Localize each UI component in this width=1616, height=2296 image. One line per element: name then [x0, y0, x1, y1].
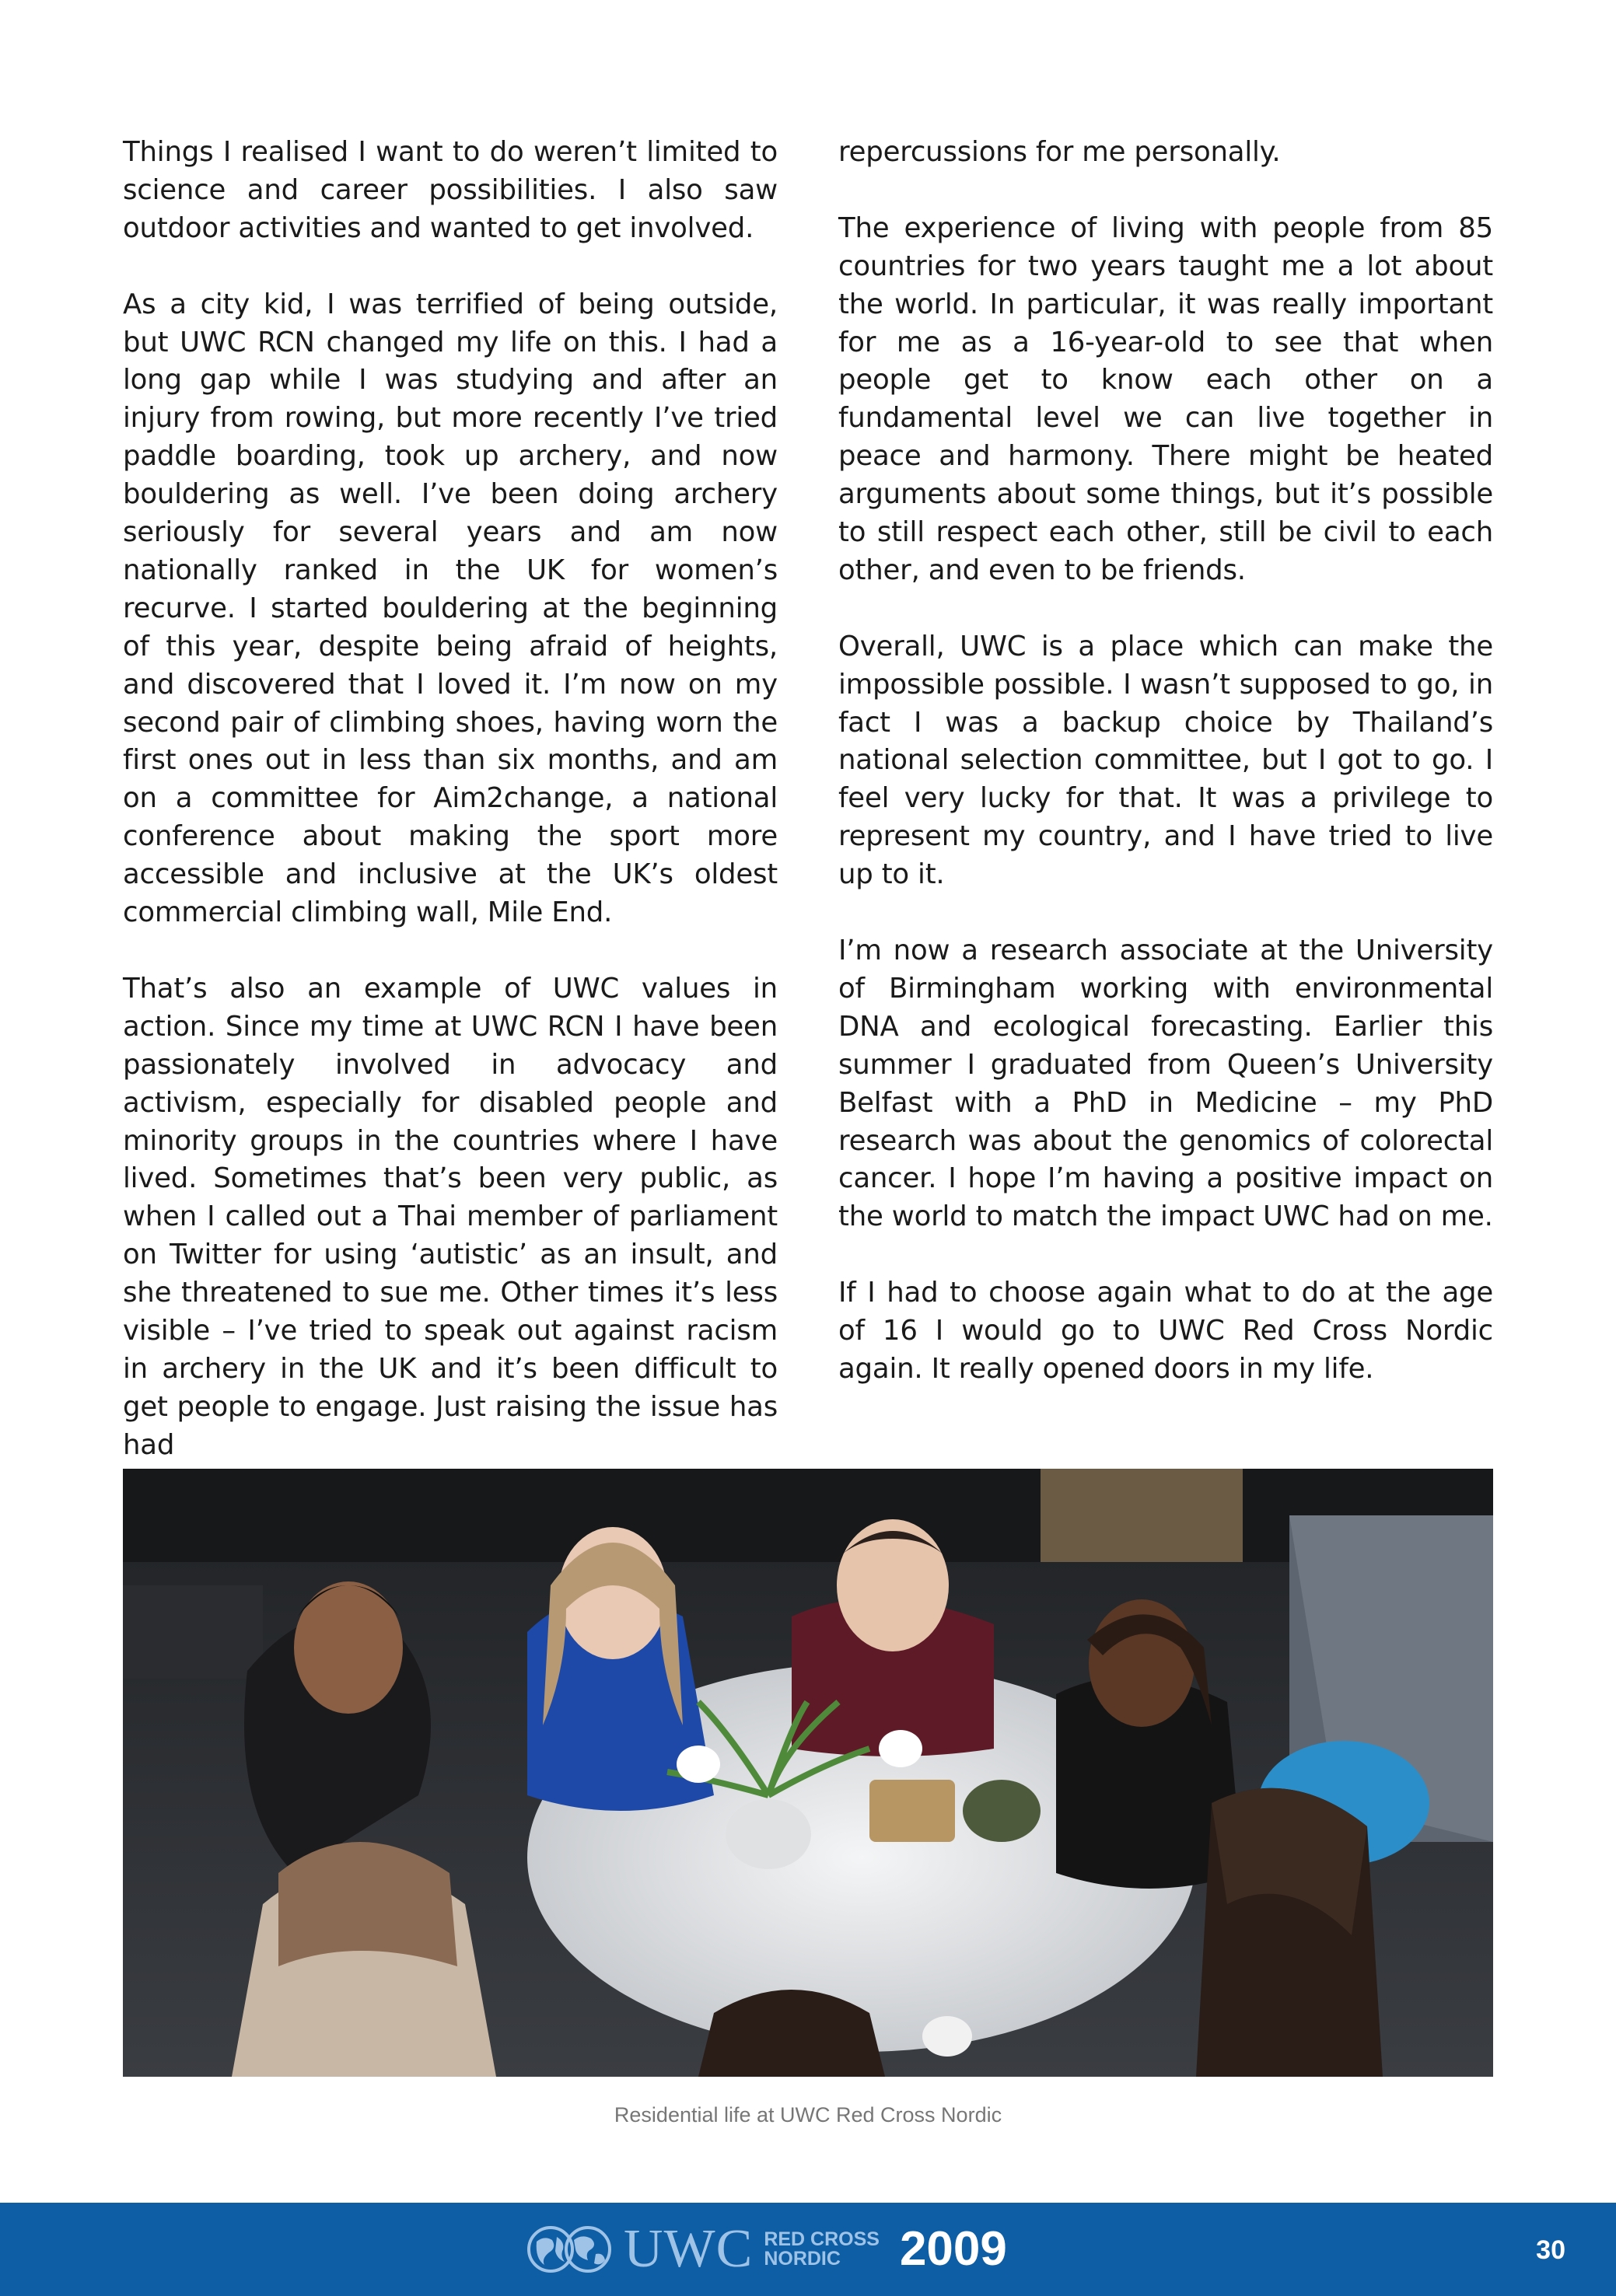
graduation-year: 2009 — [899, 2222, 1007, 2276]
page-number: 30 — [1536, 2235, 1565, 2265]
photo-illustration — [123, 1469, 1493, 2077]
paragraph: The experience of living with people from 85 countries for two years taught me a lot about the world. In particular, it was really important for me as a 16-year-old to see that when people get to know each other on a fundamental level we can live together in peace and harmony. There might be heated arguments about some things, but it’s possible to still respect each other, still be civil to each other, and even to be friends. — [838, 211, 1493, 586]
globe-icon — [526, 2224, 622, 2274]
article-body — [123, 134, 1493, 1465]
paragraph: Overall, UWC is a place which can make the impossible possible. I wasn’t supposed to go, in fact I was a backup choice by Thailand’s national selection committee, but I got to go. I feel very lucky for that. It was a privilege to represent my country, and I have tried to live up to it. — [838, 630, 1493, 891]
paragraph: If I had to choose again what to do at the age of 16 I would go to UWC Red Cross Nordic again. It really opened doors in my life. — [838, 1277, 1493, 1385]
brand-subtitle-line2: NORDIC — [764, 2248, 841, 2270]
uwc-logo — [526, 2220, 1007, 2279]
photo-caption: Residential life at UWC Red Cross Nordic — [614, 2103, 1002, 2127]
paragraph: As a city kid, I was terrified of being outside, but UWC RCN changed my life on this. I had a long gap while I was studying and after an injury from rowing, but more recently I’ve tried paddle boarding, took up archery, and now bouldering as well. I’ve been doing archery seriously for several years and am now nationally ranked in the UK for women’s recurve. I started bouldering at the beginning of this year, despite being afraid of heights, and discovered that I loved it. I’m now on my second pair of climbing shoes, having worn the first ones out in less than six months, and am on a committee for Aim2change, a national conference about making the sport more accessible and inclusive at the UK’s oldest commercial climbing wall, Mile End. — [123, 288, 778, 929]
paragraph: I’m now a research associate at the University of Birmingham working with environmental DNA and ecological forecasting. Earlier this summer I graduated from Queen’s University Belfast with a PhD in Medicine – my PhD research was about the genomics of colorectal cancer. I hope I’m having a positive impact on the world to match the impact UWC had on me. — [838, 934, 1493, 1233]
group-photo — [123, 1469, 1493, 2077]
left-column — [123, 134, 778, 1465]
paragraph: That’s also an example of UWC values in action. Since my time at UWC RCN I have been passionately involved in advocacy and activism, especially for disabled people and minority groups in the countries where I have lived. Sometimes that’s been very public, as when I called out a Thai member of parliament on Twitter for using ‘autistic’ as an insult, and she threatened to sue me. Other times it’s less visible – I’ve tried to speak out against racism in archery in the UK and it’s been difficult to get people to engage. Just raising the issue has had — [123, 972, 778, 1461]
paragraph: Things I realised I want to do weren’t limited to science and career possibilities. I also saw outdoor activities and wanted to get involved. — [123, 136, 778, 244]
brand-subtitle — [764, 2230, 880, 2269]
footer-bar — [0, 2203, 1616, 2296]
paragraph: repercussions for me personally. — [838, 136, 1281, 168]
brand-name: UWC — [624, 2219, 754, 2279]
right-column — [838, 134, 1493, 1465]
brand-subtitle-line1: RED CROSS — [764, 2228, 880, 2250]
